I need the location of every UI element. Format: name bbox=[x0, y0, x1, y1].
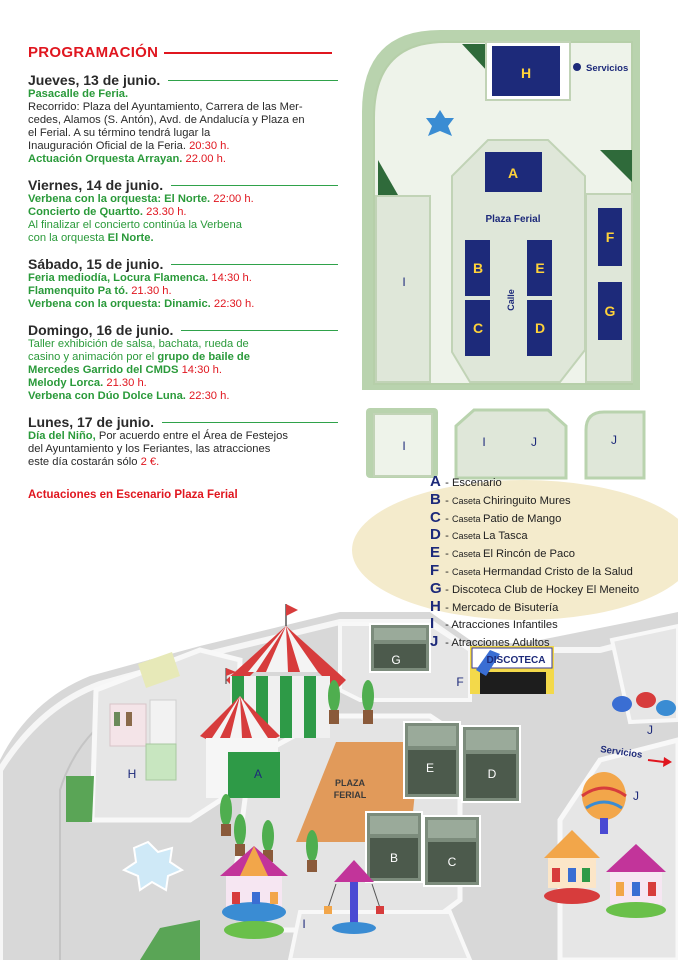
legend-name: Atracciones Infantiles bbox=[451, 619, 558, 632]
programme-text: Actuación Orquesta Arrayan. bbox=[28, 153, 186, 165]
legend-item: H - Mercado de Bisutería bbox=[430, 597, 559, 615]
plan-plaza-label: Plaza Ferial bbox=[485, 214, 541, 225]
programme-text: El Norte. bbox=[107, 232, 154, 244]
plan-letter-h: H bbox=[520, 65, 532, 81]
programme-text: 14:30 h. bbox=[181, 364, 222, 376]
programme-day bbox=[28, 322, 338, 403]
plan-letter-j-middle: J bbox=[531, 435, 537, 449]
day-rule bbox=[162, 422, 338, 423]
programme-text: el Ferial. A su término tendrá lugar la bbox=[28, 127, 211, 139]
plan-letter-b: B bbox=[472, 260, 484, 276]
day-rule bbox=[168, 80, 338, 81]
plan-letter-i-lower: I bbox=[402, 439, 406, 453]
programme-text: grupo de baile de bbox=[157, 351, 250, 363]
illus-letter-f: F bbox=[456, 675, 464, 689]
illus-letter-d: D bbox=[487, 767, 497, 781]
programme-text: Taller exhibición de salsa, bachata, rueda de bbox=[28, 338, 249, 350]
legend-name: Atracciones Adultos bbox=[451, 637, 550, 650]
caseta-d bbox=[462, 726, 520, 802]
legend-item: I - Atracciones Infantiles bbox=[430, 615, 558, 633]
illus-letter-i: I bbox=[302, 917, 306, 931]
legend-item: C - Caseta Patio de Mango bbox=[430, 508, 562, 526]
programme-panel bbox=[28, 44, 338, 501]
plan-letter-e: E bbox=[535, 260, 545, 276]
plan-services-label: Servicios bbox=[586, 63, 629, 74]
day-rule bbox=[171, 264, 338, 265]
map-legend bbox=[430, 474, 639, 652]
programme-line bbox=[28, 193, 338, 206]
legend-letter: F bbox=[430, 561, 440, 579]
programme-line bbox=[28, 88, 338, 101]
caseta-b bbox=[366, 812, 422, 882]
programme-text: 21.30 h. bbox=[131, 285, 172, 297]
plan-letter-i: I bbox=[402, 275, 406, 289]
caseta-c bbox=[424, 816, 480, 886]
programme-text: Mercedes Garrido del CMDS bbox=[28, 364, 182, 376]
day-heading bbox=[28, 72, 338, 88]
programme-day bbox=[28, 414, 338, 469]
title-rule bbox=[164, 52, 332, 54]
legend-letter: B bbox=[430, 490, 441, 508]
programme-text: del Ayuntamiento y los Feriantes, las atracciones bbox=[28, 443, 271, 455]
programme-line bbox=[28, 101, 338, 114]
day-heading-text: Domingo, 16 de junio. bbox=[28, 322, 174, 338]
plan-letter-a: A bbox=[507, 165, 519, 181]
programme-text: 14:30 h. bbox=[211, 272, 252, 284]
programme-text: cedes, Alamos (S. Antón), Avd. de Andalucía y Plaza en bbox=[28, 114, 305, 126]
programme-text: 22:30 h. bbox=[213, 298, 255, 310]
programme-line bbox=[28, 430, 338, 443]
programme-line bbox=[28, 443, 338, 456]
day-heading-text: Jueves, 13 de junio. bbox=[28, 72, 161, 88]
legend-letter: H bbox=[430, 597, 441, 615]
programme-heading bbox=[28, 44, 338, 61]
programme-text: 22:30 h. bbox=[189, 390, 230, 402]
illus-letter-h: H bbox=[127, 767, 137, 781]
illus-letter-a: A bbox=[253, 767, 263, 781]
programme-text: 21.30 h. bbox=[106, 377, 147, 389]
programme-title: PROGRAMACIÓN bbox=[28, 44, 159, 61]
programme-footnote: Actuaciones en Escenario Plaza Ferial bbox=[28, 489, 238, 501]
plan-street-label: Calle bbox=[506, 289, 516, 311]
programme-line bbox=[28, 285, 338, 298]
day-rule bbox=[171, 185, 338, 186]
fairground-plan bbox=[362, 30, 644, 478]
legend-letter: D bbox=[430, 526, 441, 544]
programme-day bbox=[28, 177, 338, 245]
caseta-e bbox=[404, 722, 460, 798]
services-dot-icon bbox=[573, 63, 581, 71]
programme-text: 22.00 h. bbox=[185, 153, 226, 165]
programme-text: 23.30 h. bbox=[146, 206, 187, 218]
programme-line bbox=[28, 219, 338, 232]
programme-text: Verbena con la orquesta: El Norte. bbox=[28, 193, 214, 205]
programme-line bbox=[28, 140, 338, 153]
legend-name: Hermandad Cristo de la Salud bbox=[482, 565, 633, 578]
programme-text: 22:00 h. bbox=[213, 193, 254, 205]
programme-line bbox=[28, 338, 338, 351]
illus-plaza-label-2: FERIAL bbox=[333, 790, 367, 800]
fair-illustration bbox=[0, 601, 678, 960]
legend-letter: I bbox=[430, 615, 435, 633]
plan-letter-i-middle: I bbox=[482, 435, 486, 449]
legend-name: Escenario bbox=[451, 477, 502, 489]
programme-line bbox=[28, 272, 338, 285]
illus-letter-g: G bbox=[391, 653, 401, 667]
day-heading-text: Sábado, 15 de junio. bbox=[28, 256, 164, 272]
illus-letter-e: E bbox=[425, 761, 435, 775]
programme-text: 2 €. bbox=[140, 456, 160, 468]
legend-item: F - Caseta Hermandad Cristo de la Salud bbox=[430, 561, 633, 579]
legend-name: Mercado de Bisutería bbox=[451, 601, 559, 614]
legend-name: La Tasca bbox=[482, 530, 528, 543]
programme-text: Flamenquito Pa tó. bbox=[28, 285, 132, 297]
programme-line bbox=[28, 364, 338, 377]
programme-line bbox=[28, 298, 338, 311]
illus-letter-c: C bbox=[447, 855, 457, 869]
day-heading-text: Viernes, 14 de junio. bbox=[28, 177, 164, 193]
programme-day bbox=[28, 256, 338, 311]
legend-prefix: Caseta bbox=[451, 495, 483, 506]
programme-line bbox=[28, 456, 338, 469]
legend-prefix: Caseta bbox=[451, 549, 483, 560]
legend-name: Chiringuito Mures bbox=[482, 494, 571, 507]
legend-name: Discoteca Club de Hockey El Meneito bbox=[451, 583, 640, 596]
plan-letter-f: F bbox=[605, 229, 615, 245]
legend-letter: J bbox=[430, 633, 439, 651]
illus-letter-j-top: J bbox=[647, 723, 653, 737]
day-heading bbox=[28, 256, 338, 272]
legend-prefix: Caseta bbox=[451, 531, 483, 542]
programme-text: Al finalizar el concierto continúa la Verbena bbox=[28, 219, 242, 231]
programme-text: casino y animación por el bbox=[28, 351, 158, 363]
programme-text: Concierto de Quartto. bbox=[28, 206, 147, 218]
programme-text: con la orquesta bbox=[28, 232, 108, 244]
legend-letter: A bbox=[430, 473, 441, 490]
day-heading bbox=[28, 177, 338, 193]
legend-letter: E bbox=[430, 544, 441, 562]
legend-prefix: Caseta bbox=[451, 513, 483, 524]
legend-name: El Rincón de Paco bbox=[482, 548, 576, 561]
programme-text: Verbena con Dúo Dolce Luna. bbox=[28, 390, 190, 402]
day-rule bbox=[181, 330, 338, 331]
programme-line bbox=[28, 232, 338, 245]
programme-text: Recorrido: Plaza del Ayuntamiento, Carrera de las Mer- bbox=[28, 101, 303, 113]
programme-text: Día del Niño, bbox=[28, 430, 99, 442]
programme-day bbox=[28, 72, 338, 166]
legend-item: G - Discoteca Club de Hockey El Meneito bbox=[430, 579, 640, 597]
programme-days bbox=[28, 72, 338, 469]
day-heading bbox=[28, 322, 338, 338]
plan-letter-j-right: J bbox=[611, 433, 617, 447]
illus-disco-sign: DISCOTECA bbox=[486, 655, 546, 666]
plan-letter-d: D bbox=[534, 320, 546, 336]
programme-line bbox=[28, 351, 338, 364]
legend-item: J - Atracciones Adultos bbox=[430, 633, 550, 651]
legend-prefix: Caseta bbox=[451, 566, 483, 577]
legend-letter: C bbox=[430, 508, 441, 526]
legend-letter: G bbox=[430, 579, 442, 597]
illus-letter-j-right: J bbox=[633, 789, 639, 803]
programme-line bbox=[28, 127, 338, 140]
programme-line bbox=[28, 153, 338, 166]
day-heading bbox=[28, 414, 338, 430]
programme-text: 20:30 h. bbox=[189, 140, 230, 152]
day-heading-text: Lunes, 17 de junio. bbox=[28, 414, 155, 430]
programme-line bbox=[28, 390, 338, 403]
plan-letter-g: G bbox=[604, 303, 616, 319]
programme-text: Pasacalle de Feria. bbox=[28, 88, 129, 100]
illus-plaza-label-1: PLAZA bbox=[335, 778, 365, 788]
legend-item: B - Caseta Chiringuito Mures bbox=[430, 490, 571, 508]
legend-name: Patio de Mango bbox=[482, 512, 562, 525]
programme-line bbox=[28, 206, 338, 219]
programme-text: Inauguración Oficial de la Feria. bbox=[28, 140, 190, 152]
programme-text: Melody Lorca. bbox=[28, 377, 107, 389]
legend-item: D - Caseta La Tasca bbox=[430, 526, 528, 544]
illus-services-label: Servicios bbox=[599, 744, 643, 761]
legend-item: E - Caseta El Rincón de Paco bbox=[430, 544, 576, 562]
illus-letter-b: B bbox=[389, 851, 399, 865]
programme-text: Por acuerdo entre el Área de Festejos bbox=[98, 430, 288, 442]
programme-line bbox=[28, 377, 338, 390]
programme-text: este día costarán sólo bbox=[28, 456, 141, 468]
discoteca-f bbox=[470, 646, 554, 694]
programme-line bbox=[28, 114, 338, 127]
programme-text: Feria mediodía, Locura Flamenca. bbox=[28, 272, 212, 284]
legend-item: A - Escenario bbox=[430, 473, 502, 490]
plan-letter-c: C bbox=[472, 320, 484, 336]
programme-text: Verbena con la orquesta: Dinamic. bbox=[28, 298, 214, 310]
